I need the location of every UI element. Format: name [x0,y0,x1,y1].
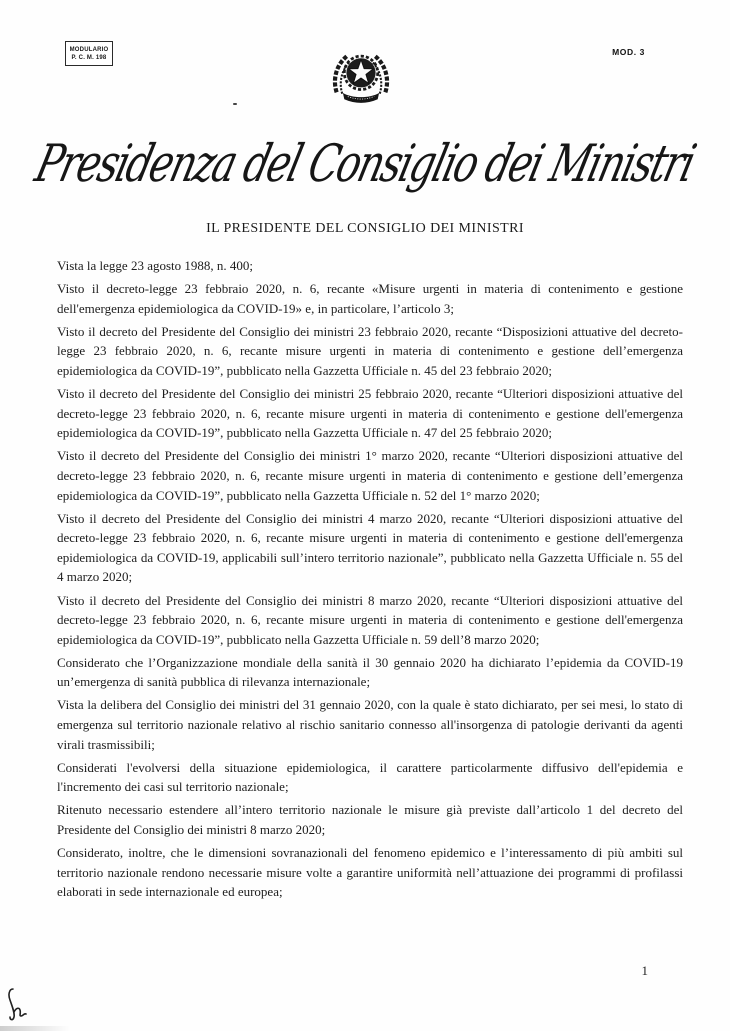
paragraph: Visto il decreto-legge 23 febbraio 2020, n. 6, recante «Misure urgenti in materia di contenimento e gestione dell'emergenza epidemiologica da COVID-19» e, in particolare, l’articolo 3; [57,281,683,316]
paragraph: Vista la delibera del Consiglio dei ministri del 31 gennaio 2020, con la quale è stato dichiarato, per sei mesi, lo stato di emergenza sul territorio nazionale relativo al rischio sanitario connesso all'insorgenza di patologie derivanti da agenti virali trasmissibili; [57,697,683,752]
paragraph: Visto il decreto del Presidente del Consiglio dei ministri 1° marzo 2020, recante “Ulteriori disposizioni attuative del decreto-legge 23 febbraio 2020, n. 6, recante misure urgenti in materia di contenimento e gestione dell’emergenza epidemiologica da COVID-19”, pubblicato nella Gazzetta Ufficiale n. 52 del 1° marzo 2020; [57,448,683,503]
stamp-line1: MODULARIO [69,46,109,53]
paragraph: Considerati l'evolversi della situazione epidemiologica, il carattere particolarmente diffusivo dell'epidemia e l'incremento dei casi sul territorio nazionale; [57,759,683,795]
paragraph: Visto il decreto del Presidente del Consiglio dei ministri 4 marzo 2020, recante “Ulteriori disposizioni attuative del decreto-legge 23 febbraio 2020, n. 6, recante misure urgenti in materia di contenimento e gestione dell'emergenza epidemiologica da COVID-19, applicabili sull’intero territorio nazionale”, pubblicato nella Gazzetta Ufficiale n. 55 del 4 marzo 2020; [57,510,683,585]
page-number: 1 [641,963,648,978]
paragraph: Visto il decreto del Presidente del Consiglio dei ministri 23 febbraio 2020, recante “Disposizioni attuative del decreto-legge 23 febbraio 2020, n. 6, recante misure urgenti in materia di contenimento e gestione dell’emergenza epidemiologica da COVID-19”, pubblicato nella Gazzetta Ufficiale n. 45 del 23 febbraio 2020; [57,323,683,378]
letterhead-script [30,116,700,212]
paragraph: Visto il decreto del Presidente del Consiglio dei ministri 8 marzo 2020, recante “Ulteriori disposizioni attuative del decreto-legge 23 febbraio 2020, n. 6, recante misure urgenti in materia di contenimento e gestione dell'emergenza epidemiologica da COVID-19”, pubblicato nella Gazzetta Ufficiale n. 59 dell’8 marzo 2020; [57,592,683,647]
handwritten-initial-icon [6,986,40,1024]
paragraph: Vista la legge 23 agosto 1988, n. 400; [57,258,253,273]
paragraph: Considerato, inoltre, che le dimensioni sovranazionali del fenomeno epidemico e l’interessamento di più ambiti sul territorio nazionale rendono necessarie misure volte a garantire uniformità nell’attuazione dei programmi di profilassi elaborati in sede internazionale ed europea; [57,845,683,900]
italian-republic-emblem-icon [326,45,396,109]
stamp-line2: P. C. M. 198 [71,54,107,61]
mod-number-label: MOD. 3 [612,47,645,57]
scan-speck [233,103,237,105]
paragraph: Ritenuto necessario estendere all’intero territorio nazionale le misure già previste dall’articolo 1 del decreto del Presidente del Consiglio dei ministri 8 marzo 2020; [57,802,683,838]
document-heading: IL PRESIDENTE DEL CONSIGLIO DEI MINISTRI [206,221,524,236]
scan-artifact-shadow [0,1026,70,1031]
paragraph: Considerato che l’Organizzazione mondiale della sanità il 30 gennaio 2020 ha dichiarato l’epidemia da COVID-19 un’emergenza di sanità pubblica di rilevanza internazionale; [57,654,683,690]
document-body [57,256,683,905]
modulario-stamp [65,41,113,66]
paragraph: Visto il decreto del Presidente del Consiglio dei ministri 25 febbraio 2020, recante “Ulteriori disposizioni attuative del decreto-legge 23 febbraio 2020, n. 6, recante misure urgenti in materia di contenimento e gestione dell'emergenza epidemiologica da COVID-19”, pubblicato nella Gazzetta Ufficiale n. 47 del 25 febbraio 2020; [57,386,683,441]
letterhead-script-text: Presidenza del Consiglio dei Ministri [30,134,700,194]
